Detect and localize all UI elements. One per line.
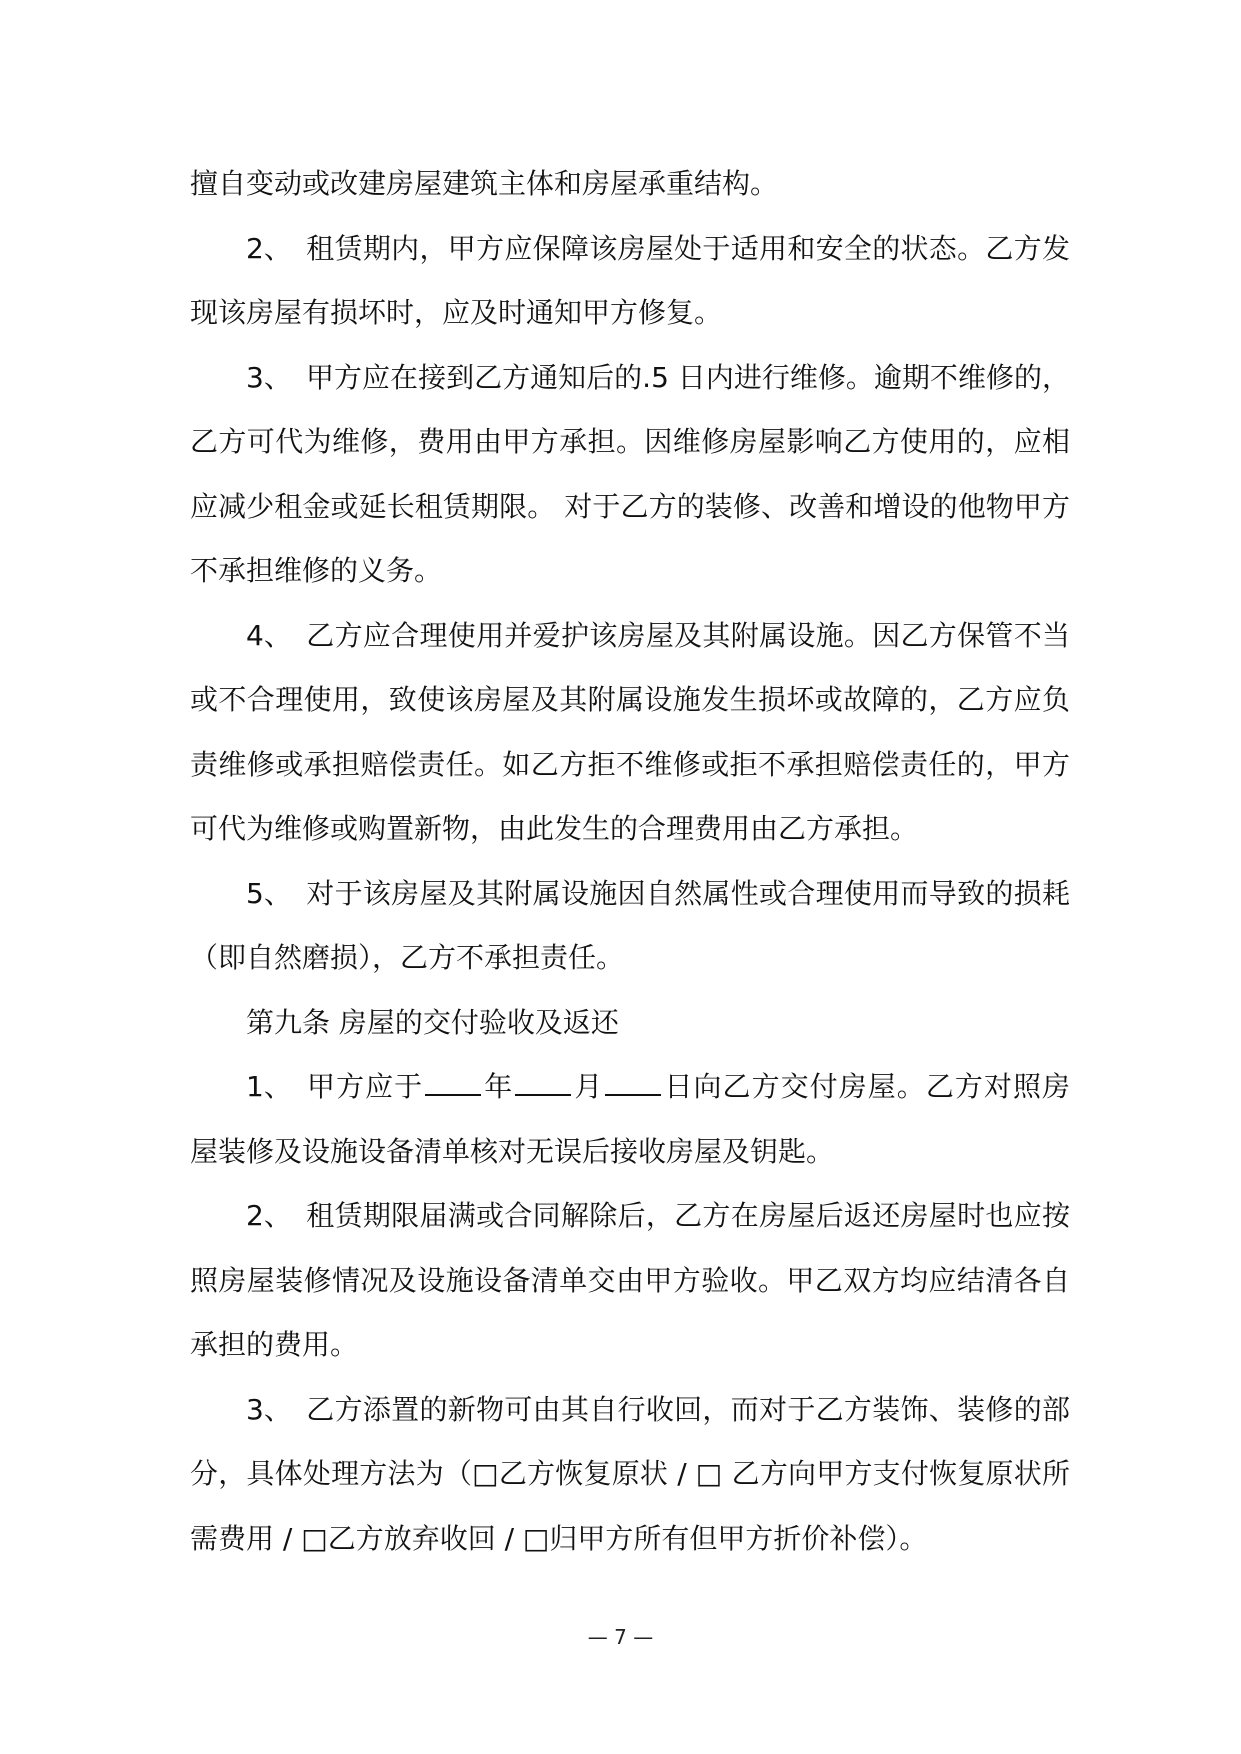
delivery-clause — [190, 1055, 1070, 1184]
clause-number: 4、 — [246, 618, 292, 652]
year-blank-field[interactable] — [425, 1064, 481, 1096]
fixtures-clause — [190, 1378, 1070, 1572]
clause-number: 2、 — [246, 1199, 292, 1232]
clause-text: 租赁期限届满或合同解除后，乙方在房屋后返还房屋时也应按照房屋装修情况及设施设备清单交由甲方验收。甲乙双方均应结清各自承担的费用。 — [190, 1199, 1070, 1361]
clause-5 — [190, 862, 1070, 991]
month-label: 月 — [573, 1070, 604, 1103]
clause-text: 租赁期内，甲方应保障该房屋处于适用和安全的状态。乙方发现该房屋有损坏时，应及时通知甲方修复。 — [190, 231, 1070, 329]
clause-number: 3、 — [246, 1392, 292, 1426]
clause-3 — [190, 346, 1070, 604]
clause-text: 甲方应在接到乙方通知后的.5 日内进行维修。逾期不维修的，乙方可代为维修，费用由甲方承担。因维修房屋影响乙方使用的，应相应减少租金或延长租赁期限。 对于乙方的装修、改善和增设的他物甲方不承担维修的义务。 — [190, 360, 1070, 587]
clause-number: 1、 — [246, 1070, 292, 1103]
clause-suffix: 日向乙方交付房屋。乙方对照房屋装修及设施设备清单核对无误后接收房屋及钥匙。 — [190, 1070, 1070, 1168]
article-title: 第九条 房屋的交付验收及返还 — [246, 1005, 619, 1039]
month-blank-field[interactable] — [515, 1064, 571, 1096]
clause-number: 3、 — [246, 360, 292, 394]
paragraph-text: 擅自变动或改建房屋建筑主体和房屋承重结构。 — [190, 167, 779, 200]
clause-number: 2、 — [246, 231, 292, 265]
return-clause — [190, 1184, 1070, 1378]
clause-2 — [190, 217, 1070, 346]
article-heading — [190, 991, 1070, 1056]
paragraph-continuation — [190, 152, 1070, 217]
day-blank-field[interactable] — [605, 1064, 661, 1096]
clause-number: 5、 — [246, 876, 292, 910]
clause-text: 乙方添置的新物可由其自行收回，而对于乙方装饰、装修的部分，具体处理方法为（□乙方恢复原状 / □ 乙方向甲方支付恢复原状所需费用 / □乙方放弃收回 / □归甲方所有但甲方折价补偿）。 — [190, 1392, 1070, 1555]
year-label: 年 — [483, 1070, 514, 1103]
page-number: — 7 — — [587, 1625, 654, 1649]
contract-body — [190, 152, 1070, 1571]
clause-text: 对于该房屋及其附属设施因自然属性或合理使用而导致的损耗（即自然磨损），乙方不承担责任。 — [190, 876, 1070, 974]
clause-prefix: 甲方应于 — [306, 1070, 424, 1103]
clause-text: 乙方应合理使用并爱护该房屋及其附属设施。因乙方保管不当或不合理使用，致使该房屋及其附属设施发生损坏或故障的，乙方应负责维修或承担赔偿责任。如乙方拒不维修或拒不承担赔偿责任的，甲方可代为维修或购置新物，由此发生的合理费用由乙方承担。 — [190, 618, 1070, 845]
clause-4 — [190, 604, 1070, 862]
